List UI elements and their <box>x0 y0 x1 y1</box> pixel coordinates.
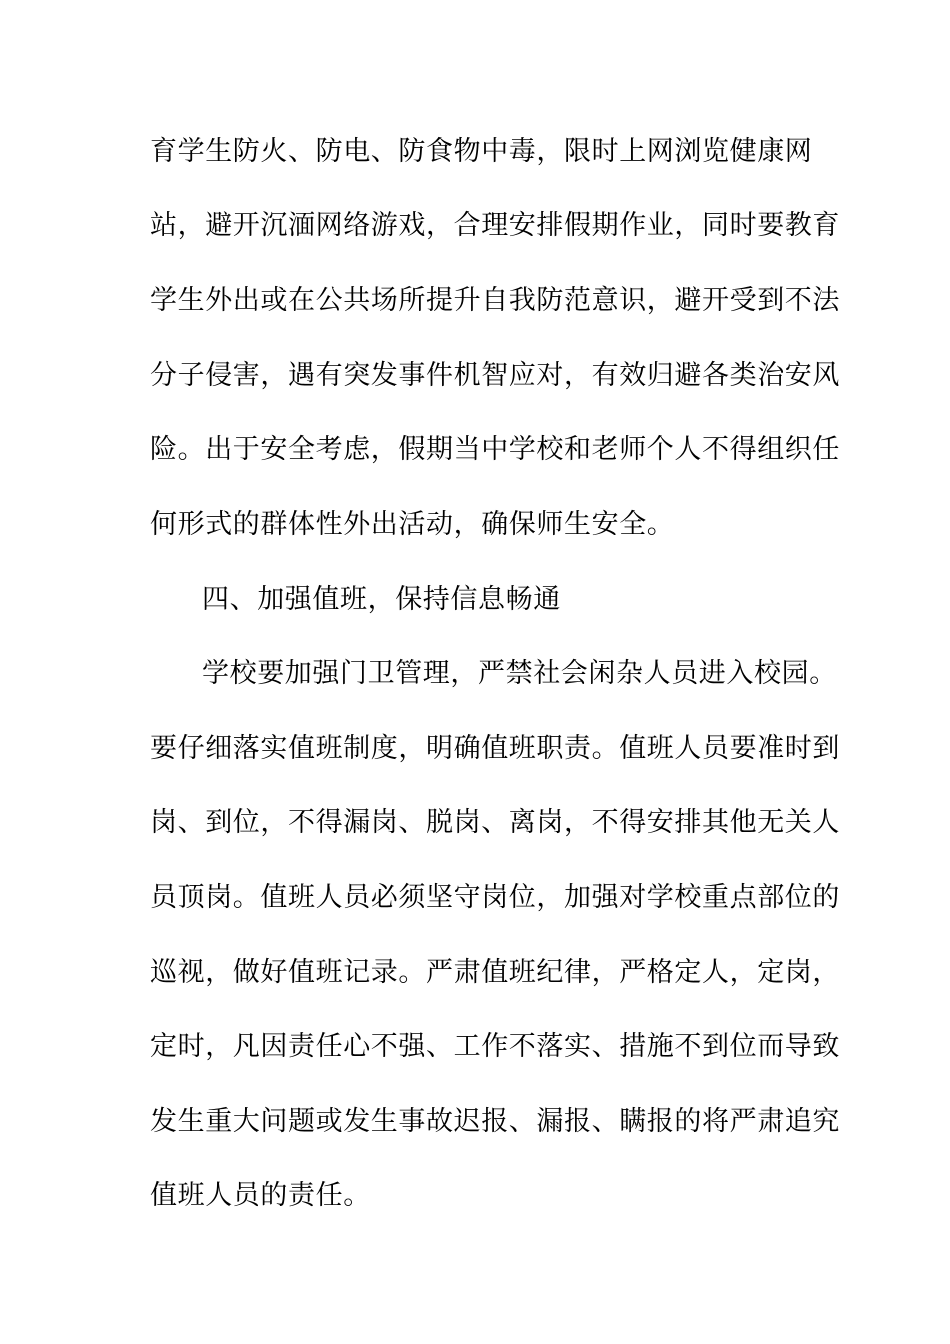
paragraph-line: 巡视，做好值班记录。严肃值班纪律，严格定人，定岗， <box>150 957 840 988</box>
paragraph-line: 站，避开沉湎网络游戏，合理安排假期作业，同时要教育 <box>150 210 840 241</box>
paragraph-line: 育学生防火、防电、防食物中毒，限时上网浏览健康网 <box>150 136 813 167</box>
paragraph-line: 分子侵害，遇有突发事件机智应对，有效归避各类治安风 <box>150 360 840 391</box>
paragraph-line: 值班人员的责任。 <box>150 1180 371 1211</box>
section-heading: 四、加强值班，保持信息畅通 <box>202 584 561 615</box>
paragraph-line: 定时，凡因责任心不强、工作不落实、措施不到位而导致 <box>150 1031 840 1062</box>
paragraph-line: 员顶岗。值班人员必须坚守岗位，加强对学校重点部位的 <box>150 882 840 913</box>
paragraph-line: 险。出于安全考虑，假期当中学校和老师个人不得组织任 <box>150 434 840 465</box>
paragraph-line: 岗、到位，不得漏岗、脱岗、离岗，不得安排其他无关人 <box>150 807 840 838</box>
paragraph-line: 何形式的群体性外出活动，确保师生安全。 <box>150 509 675 540</box>
paragraph-line: 要仔细落实值班制度，明确值班职责。值班人员要准时到 <box>150 733 840 764</box>
paragraph-line: 学校要加强门卫管理，严禁社会闲杂人员进入校园。 <box>202 658 837 689</box>
paragraph-line: 学生外出或在公共场所提升自我防范意识，避开受到不法 <box>150 285 840 316</box>
paragraph-line: 发生重大问题或发生事故迟报、漏报、瞒报的将严肃追究 <box>150 1106 840 1137</box>
